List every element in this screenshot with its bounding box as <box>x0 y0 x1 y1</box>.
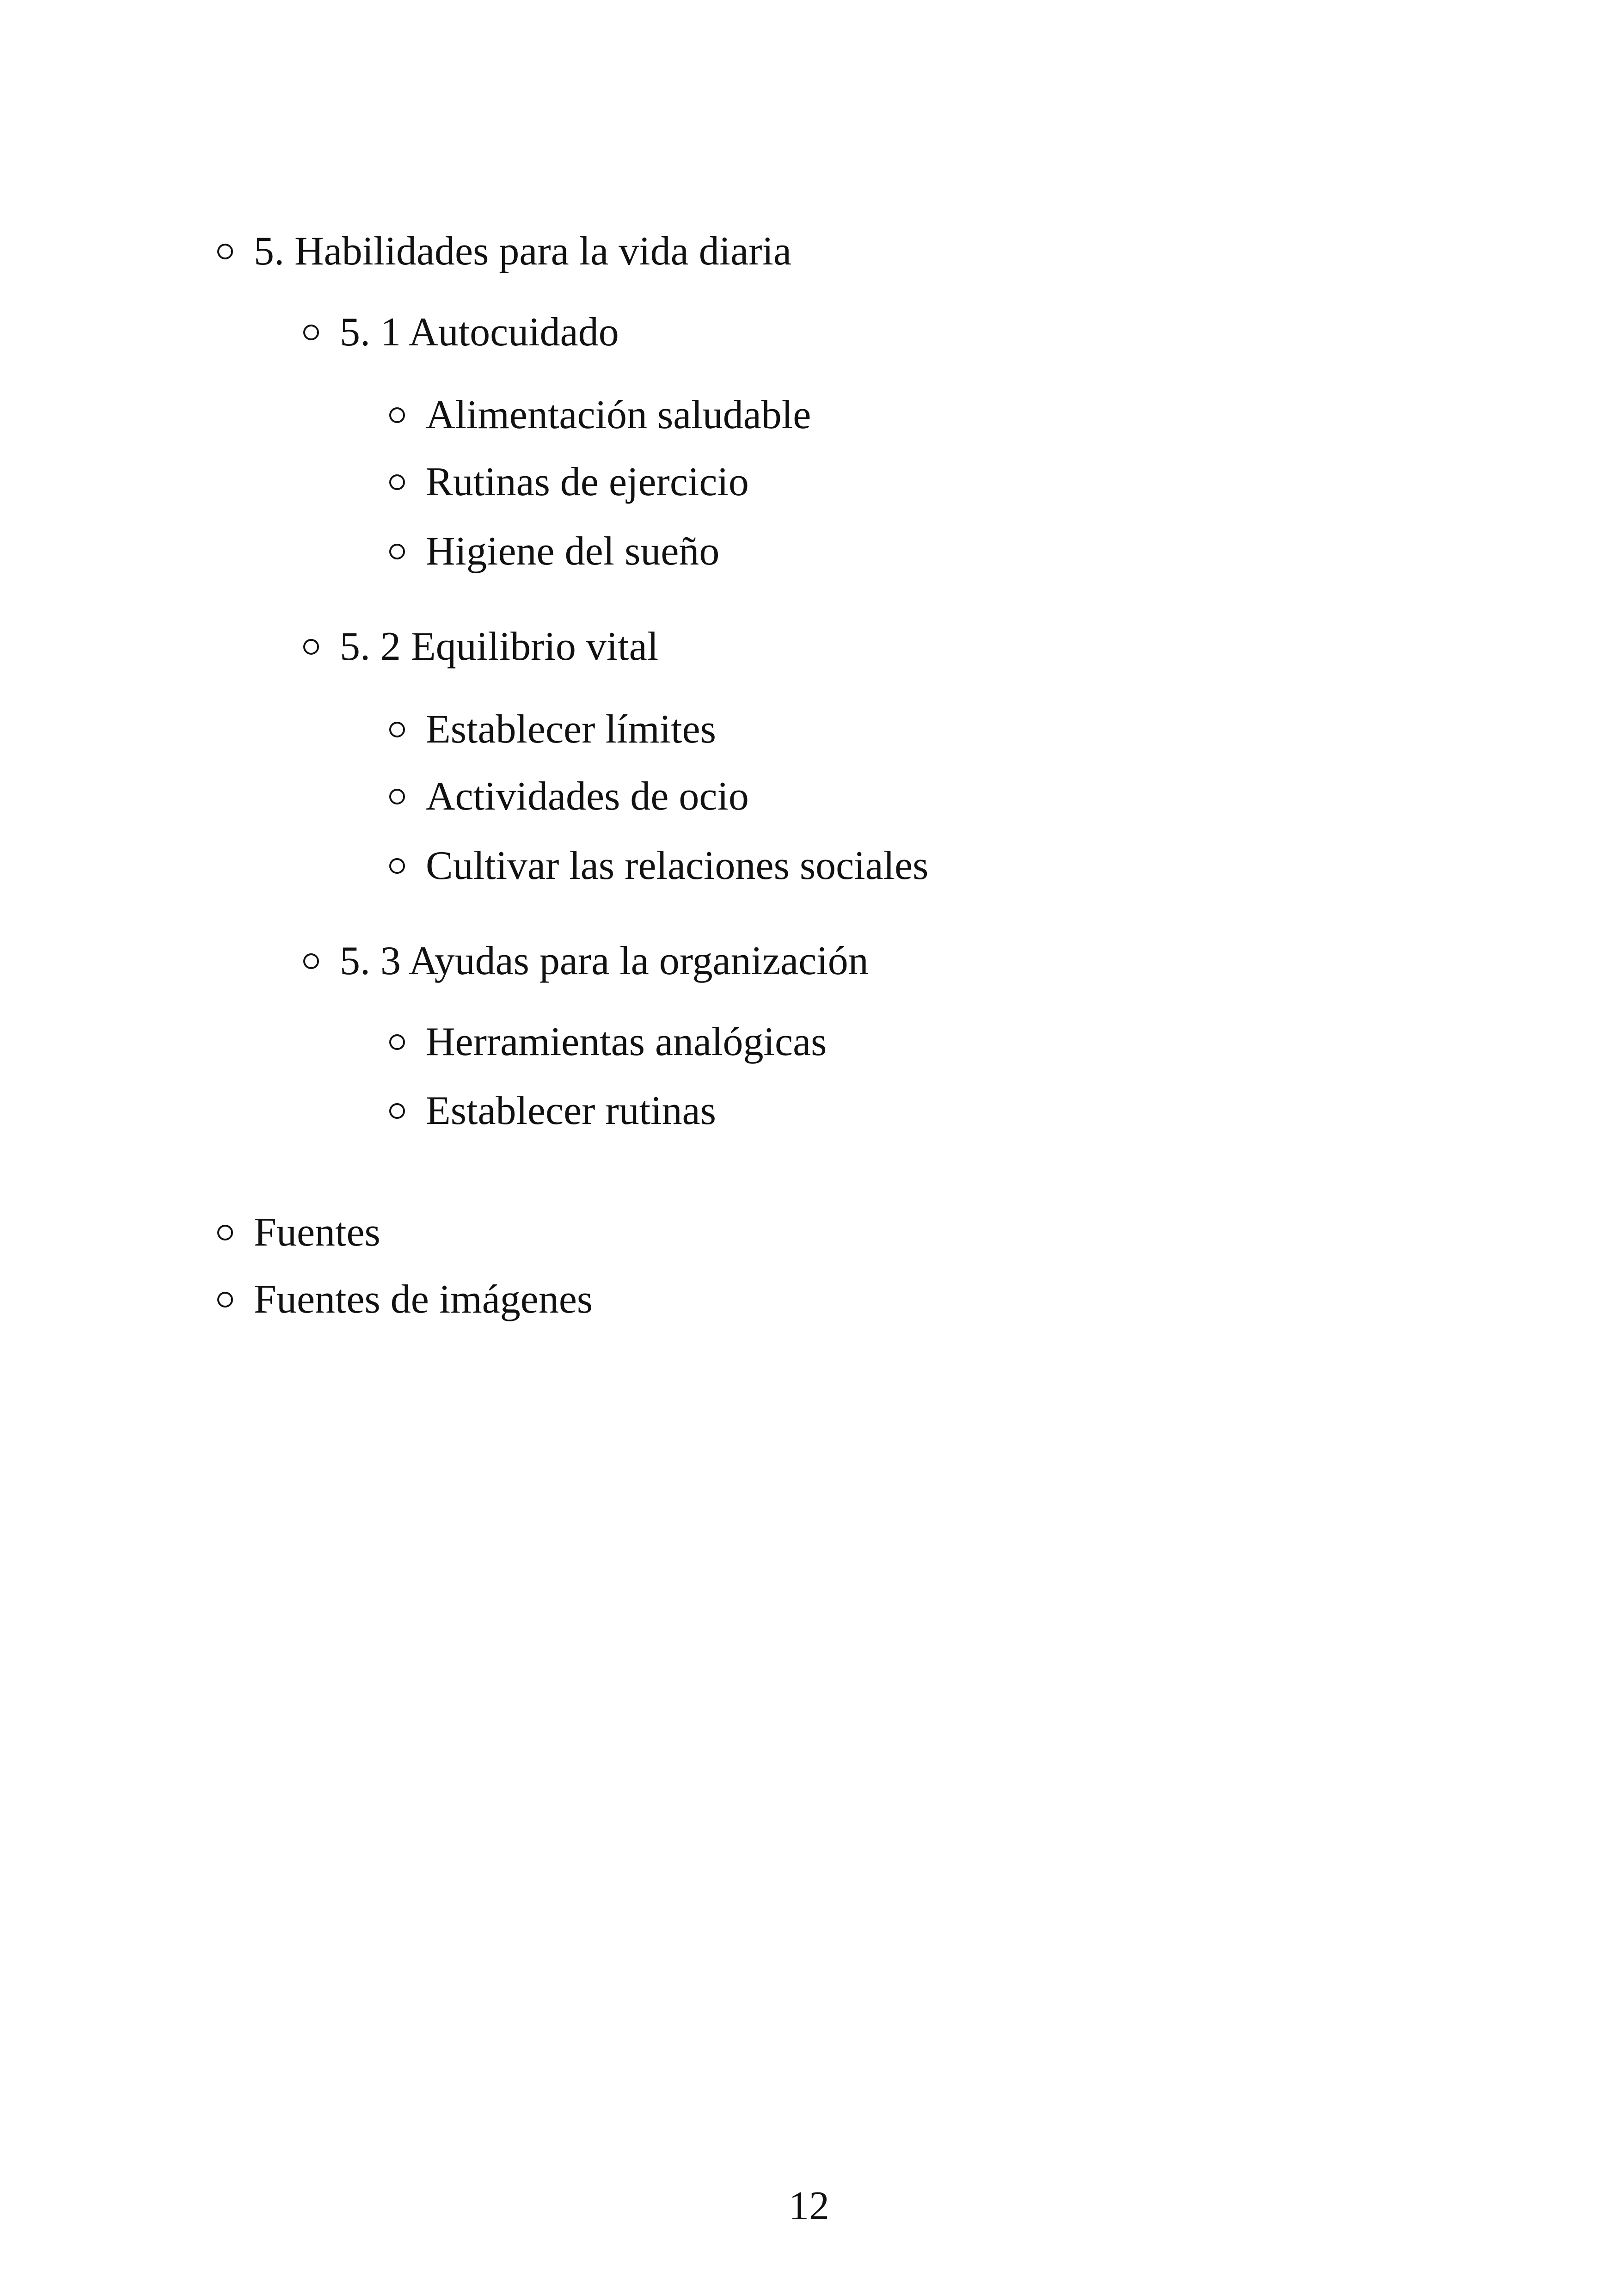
toc-label: 5. 3 Ayudas para la organización <box>340 939 869 983</box>
toc-section-5-3[interactable] <box>303 938 869 984</box>
circle-bullet-icon <box>389 1103 405 1119</box>
toc-label: Establecer rutinas <box>426 1088 716 1133</box>
toc-section-5-2[interactable] <box>303 624 658 670</box>
toc-label: Rutinas de ejercicio <box>426 460 749 504</box>
circle-bullet-icon <box>389 858 405 874</box>
toc-label: 5. 2 Equilibrio vital <box>340 624 659 669</box>
toc-label: Fuentes <box>254 1210 380 1255</box>
toc-label: Alimentación saludable <box>426 393 811 437</box>
toc-label: Establecer límites <box>426 707 716 752</box>
toc-label: Cultivar las relaciones sociales <box>426 843 929 888</box>
toc-image-sources[interactable] <box>217 1277 593 1323</box>
toc-item[interactable] <box>389 1088 716 1134</box>
toc-label: Fuentes de imágenes <box>254 1277 593 1322</box>
toc-item[interactable] <box>389 459 749 505</box>
toc-item[interactable] <box>389 528 719 575</box>
toc-item[interactable] <box>389 843 928 889</box>
circle-bullet-icon <box>217 1292 233 1308</box>
toc-section-5-1[interactable] <box>303 309 619 356</box>
toc-item[interactable] <box>389 392 811 438</box>
toc-label: Herramientas analógicas <box>426 1019 827 1064</box>
circle-bullet-icon <box>389 407 405 423</box>
toc-label: 5. 1 Autocuidado <box>340 310 619 355</box>
toc-sources[interactable] <box>217 1209 380 1256</box>
circle-bullet-icon <box>389 1034 405 1050</box>
circle-bullet-icon <box>303 325 319 340</box>
circle-bullet-icon <box>389 722 405 737</box>
circle-bullet-icon <box>303 953 319 969</box>
circle-bullet-icon <box>217 1225 233 1240</box>
toc-item[interactable] <box>389 774 749 820</box>
toc-label: 5. Habilidades para la vida diaria <box>254 229 792 274</box>
toc-section-5[interactable] <box>217 228 791 275</box>
circle-bullet-icon <box>389 474 405 490</box>
circle-bullet-icon <box>389 789 405 804</box>
toc-label: Actividades de ocio <box>426 774 749 819</box>
circle-bullet-icon <box>303 639 319 655</box>
page-number: 12 <box>789 2184 829 2228</box>
toc-item[interactable] <box>389 1019 827 1065</box>
circle-bullet-icon <box>217 244 233 259</box>
toc-item[interactable] <box>389 706 716 753</box>
toc-label: Higiene del sueño <box>426 529 720 574</box>
circle-bullet-icon <box>389 544 405 559</box>
